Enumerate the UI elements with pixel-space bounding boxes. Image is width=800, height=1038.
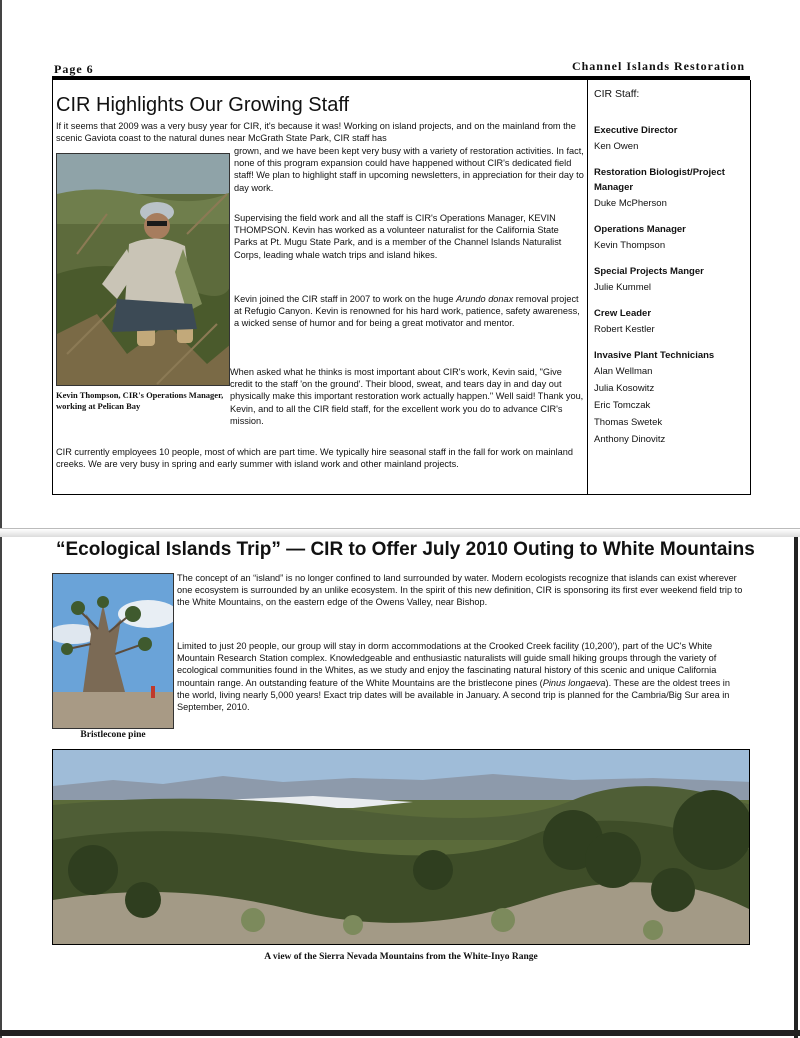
trip-story-para-1: The concept of an “island” is no longer confined to land surrounded by water. Modern ecologists recognize that islands can exist wherever one ecosystem is surrounded by an unlike ecosystem. In the spirit of this new definition, CIR is sponsoring its first ever weekend field trip to the White Mountains, on the eastern edge of the Owens Valley, near Bishop. bbox=[177, 573, 743, 608]
staff-name: Thomas Swetek bbox=[594, 417, 663, 428]
kevin-thompson-photo bbox=[56, 153, 230, 386]
staff-role: Invasive Plant Technicians bbox=[594, 350, 715, 361]
staff-role: Restoration Biologist/Project Manager bbox=[594, 167, 725, 193]
staff-group-restoration-biologist bbox=[594, 165, 746, 212]
staff-list bbox=[594, 123, 746, 458]
staff-name: Alan Wellman bbox=[594, 366, 653, 377]
staff-group-plant-technicians bbox=[594, 348, 746, 448]
sierra-nevada-panorama bbox=[52, 749, 750, 945]
page-border-bottom bbox=[0, 1030, 800, 1036]
bristlecone-pine-photo bbox=[52, 573, 174, 729]
staff-name: Julie Kummel bbox=[594, 282, 652, 293]
staff-story-closing: CIR currently employees 10 people, most of which are part time. We typically hire seasonal staff in the fall for work on mainland creeks. We are very busy in spring and early summer with island work and other mainland projects. bbox=[56, 447, 573, 470]
staff-role: Operations Manager bbox=[594, 224, 686, 235]
publication-name: Channel Islands Restoration bbox=[571, 59, 745, 73]
staff-role: Executive Director bbox=[594, 125, 678, 136]
trip-story-title: “Ecological Islands Trip” — CIR to Offer July 2010 Outing to White Mountains bbox=[56, 539, 755, 560]
page-break bbox=[0, 528, 800, 537]
page-border-right bbox=[794, 537, 798, 1038]
staff-name: Ken Owen bbox=[594, 141, 639, 152]
staff-sidebar-title: CIR Staff: bbox=[594, 88, 640, 100]
staff-name: Julia Kosowitz bbox=[594, 383, 655, 394]
staff-story-para-4: When asked what he thinks is most important about CIR's work, Kevin said, "Give credit to the staff 'on the ground'. Their blood, sweat, and tears day in and day out physically make this important restoration work actually happen." Well said! Thank you, Kevin, and to all the CIR field staff, for the excellent work you do to advance CIR's mission. bbox=[230, 367, 584, 426]
kevin-photo-caption: Kevin Thompson, CIR's Operations Manager, working at Pelican Bay bbox=[56, 390, 224, 411]
staff-role: Special Projects Manger bbox=[594, 266, 704, 277]
staff-story-title: CIR Highlights Our Growing Staff bbox=[56, 94, 350, 116]
staff-name: Eric Tomczak bbox=[594, 400, 651, 411]
panorama-caption: A view of the Sierra Nevada Mountains from the White-Inyo Range bbox=[264, 952, 538, 962]
staff-role: Crew Leader bbox=[594, 308, 652, 319]
staff-story-intro: If it seems that 2009 was a very busy year for CIR, it's because it was! Working on island projects, and on the mainland from the scenic Gaviota coast to the natural dunes near McGrath State Park, CIR staff has bbox=[56, 121, 576, 144]
staff-group-operations-manager bbox=[594, 222, 746, 254]
bristlecone-caption: Bristlecone pine bbox=[80, 730, 146, 740]
staff-name: Anthony Dinovitz bbox=[594, 434, 666, 445]
staff-story-para-2: Supervising the field work and all the staff is CIR's Operations Manager, KEVIN THOMPSON. Kevin has worked as a volunteer naturalist for the California State Parks at Pt. Mugu State Park, and is a member of the Channel Islands Naturalist Corps, leading whale watch trips and island hikes. bbox=[234, 213, 562, 260]
staff-name: Duke McPherson bbox=[594, 198, 667, 209]
staff-story-para-1: grown, and we have been kept very busy with a variety of restoration activities. In fact, none of this program expansion could have happened without CIR's dedicated field staff! We plan to highlight staff in upcoming newsletters, in appreciation for their day to day work. bbox=[234, 146, 584, 193]
page-border-left bbox=[0, 0, 2, 1038]
trip-story-para-2: Limited to just 20 people, our group will stay in dorm accommodations at the Crooked Creek facility (10,200'), part of the UC's White Mountain Research Station complex. Knowledgeable and enthusiastic naturalists will guide small hiking groups through the variety of ecological communities found in the Whites, as we study and enjoy the fascinating natural history of this scenic and unique California mountain range. An outstanding feature of the White Mountains are the bristlecone pines (Pinus longaeva). These are the oldest trees in the world, living nearly 5,000 years! Exact trip dates will be available in January. A second trip is planned for the Cambria/Big Sur area in September, 2010. bbox=[177, 641, 730, 713]
staff-story-para-3: Kevin joined the CIR staff in 2007 to work on the huge Arundo donax removal project at Refugio Canyon. Kevin is renowned for his hard work, patience, safety awareness, a wicked sense of humor and for being a great motivator and mentor. bbox=[234, 294, 580, 329]
staff-group-crew-leader bbox=[594, 306, 746, 338]
staff-name: Robert Kestler bbox=[594, 324, 655, 335]
staff-group-special-projects bbox=[594, 264, 746, 296]
page-number: Page 6 bbox=[54, 62, 94, 76]
staff-name: Kevin Thompson bbox=[594, 240, 666, 251]
staff-group-executive-director bbox=[594, 123, 746, 155]
